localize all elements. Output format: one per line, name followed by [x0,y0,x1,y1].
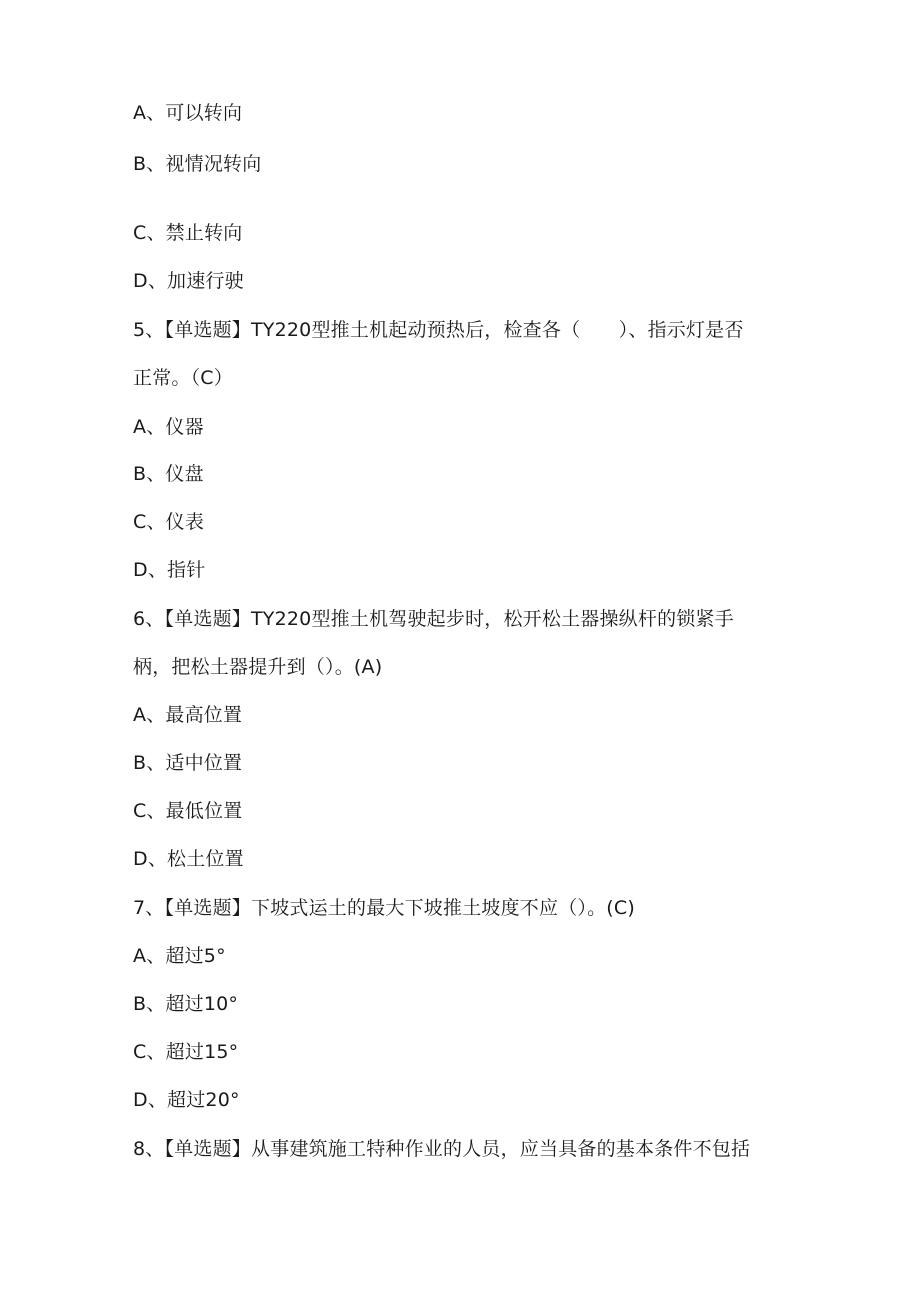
option-4b: B、视情况转向 [133,153,262,175]
option-7c: C、超过15° [133,1041,239,1063]
option-7a: A、超过5° [133,945,226,967]
option-5b: B、仪盘 [133,463,204,485]
option-6b: B、适中位置 [133,752,243,774]
option-5a: A、仪器 [133,416,204,438]
question-8-line-1: 8、【单选题】从事建筑施工特种作业的人员，应当具备的基本条件不包括 [133,1138,751,1160]
option-5d: D、指针 [133,559,206,581]
question-6-line-2: 柄，把松土器提升到（）。(A) [133,656,383,678]
option-5c: C、仪表 [133,511,205,533]
question-5-line-1: 5、【单选题】TY220型推土机起动预热后，检查各（ ）、指示灯是否 [133,319,744,341]
question-6-line-1: 6、【单选题】TY220型推土机驾驶起步时，松开松土器操纵杆的锁紧手 [133,608,734,630]
option-7b: B、超过10° [133,993,239,1015]
option-4d: D、加速行驶 [133,270,244,292]
option-4a: A、可以转向 [133,102,243,124]
option-4c: C、禁止转向 [133,222,243,244]
option-6c: C、最低位置 [133,800,243,822]
option-6d: D、松土位置 [133,848,244,870]
question-7: 7、【单选题】下坡式运土的最大下坡推土坡度不应（）。(C) [133,897,635,919]
question-5-line-2: 正常。（C） [133,367,233,389]
option-7d: D、超过20° [133,1089,240,1111]
option-6a: A、最高位置 [133,704,243,726]
